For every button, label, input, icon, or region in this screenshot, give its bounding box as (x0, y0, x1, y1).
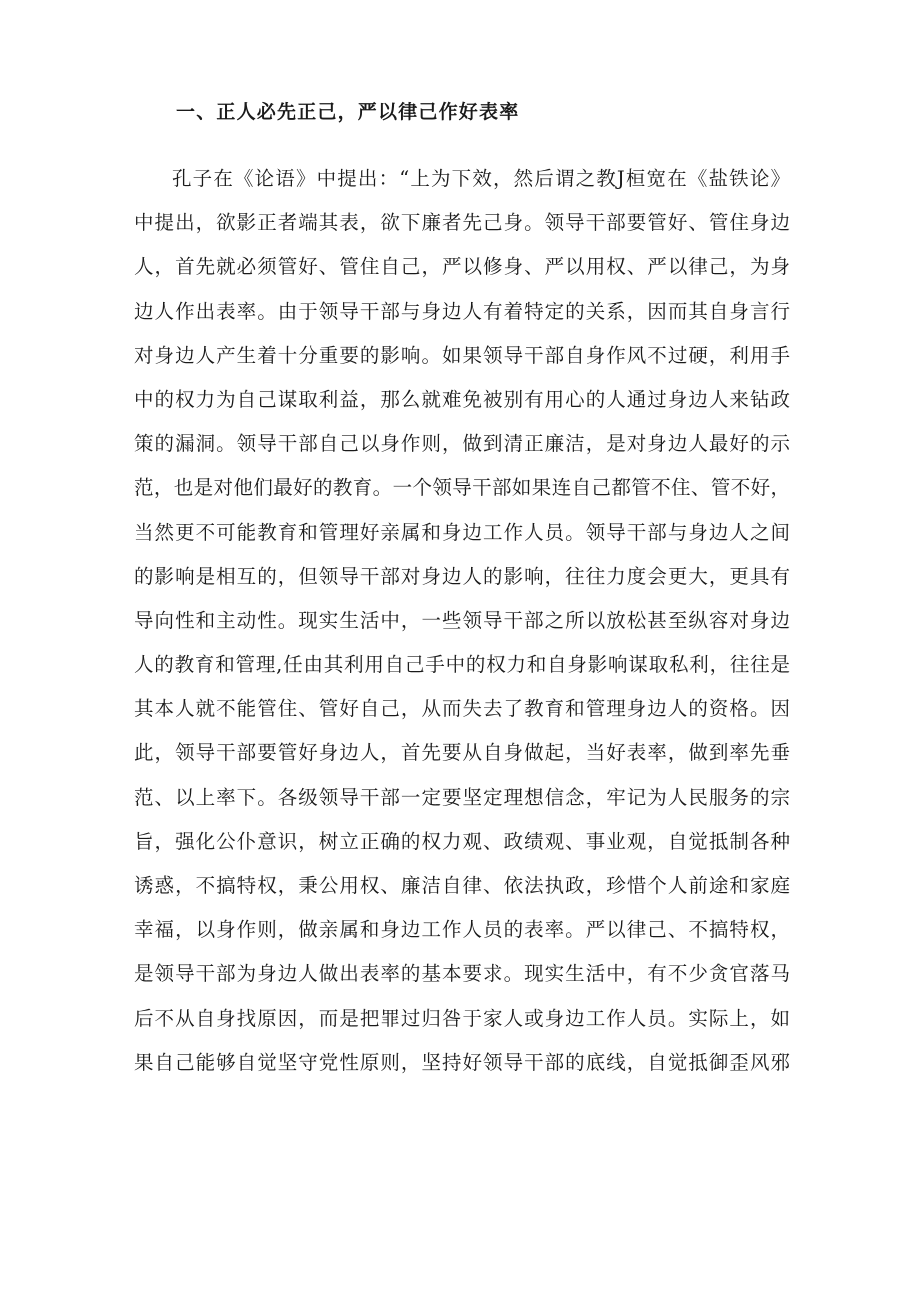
paragraph-line: 其本人就不能管住、管好自己，从而失去了教育和管理身边人的资格。因 (134, 697, 790, 721)
paragraph-line: 人的教育和管理,任由其利用自己手中的权力和自身影响谋取私利，往往是 (134, 653, 790, 677)
paragraph-line: 边人作出表率。由于领导干部与身边人有着特定的关系，因而其自身言行 (134, 299, 790, 323)
paragraph-line: 孔子在《论语》中提出：“上为下效，然后谓之教J桓宽在《盐铁论》 (172, 167, 790, 190)
paragraph-line: 果自己能够自觉坚守党性原则，坚持好领导干部的底线，自觉抵御歪风邪 (134, 1050, 790, 1074)
paragraph-line: 后不从自身找原因，而是把罪过归咎于家人或身边工作人员。实际上，如 (134, 1006, 790, 1030)
body-paragraph (134, 157, 790, 1085)
paragraph-line: 中的权力为自己谋取利益，那么就难免被别有用心的人通过身边人来钻政 (134, 387, 790, 411)
paragraph-line: 旨，强化公仆意识，树立正确的权力观、政绩观、事业观，自觉抵制各种 (134, 829, 790, 853)
paragraph-line: 人，首先就必须管好、管住自己，严以修身、严以用权、严以律己，为身 (134, 255, 790, 279)
paragraph-line: 范，也是对他们最好的教育。一个领导干部如果连自己都管不住、管不好， (134, 476, 790, 500)
paragraph-line: 是领导干部为身边人做出表率的基本要求。现实生活中，有不少贪官落马 (134, 962, 790, 986)
paragraph-line: 范、以上率下。各级领导干部一定要坚定理想信念，牢记为人民服务的宗 (134, 785, 790, 809)
paragraph-line: 对身边人产生着十分重要的影响。如果领导干部自身作风不过硬，利用手 (134, 343, 790, 367)
paragraph-line: 此，领导干部要管好身边人，首先要从自身做起，当好表率，做到率先垂 (134, 741, 790, 765)
paragraph-line: 中提出，欲影正者端其表，欲下廉者先己身。领导干部要管好、管住身边 (134, 211, 790, 235)
paragraph-line: 策的漏洞。领导干部自己以身作则，做到清正廉洁，是对身边人最好的示 (134, 432, 790, 456)
paragraph-line: 当然更不可能教育和管理好亲属和身边工作人员。领导干部与身边人之间 (134, 520, 790, 544)
paragraph-line: 幸福，以身作则，做亲属和身边工作人员的表率。严以律己、不搞特权， (134, 918, 790, 942)
section-heading: 一、正人必先正己，严以律己作好表率 (176, 101, 520, 123)
paragraph-line: 诱惑，不搞特权，秉公用权、廉洁自律、依法执政，珍惜个人前途和家庭 (134, 874, 790, 897)
paragraph-line: 导向性和主动性。现实生活中，一些领导干部之所以放松甚至纵容对身边 (134, 608, 790, 632)
paragraph-line: 的影响是相互的，但领导干部对身边人的影响，往往力度会更大，更具有 (134, 564, 790, 588)
